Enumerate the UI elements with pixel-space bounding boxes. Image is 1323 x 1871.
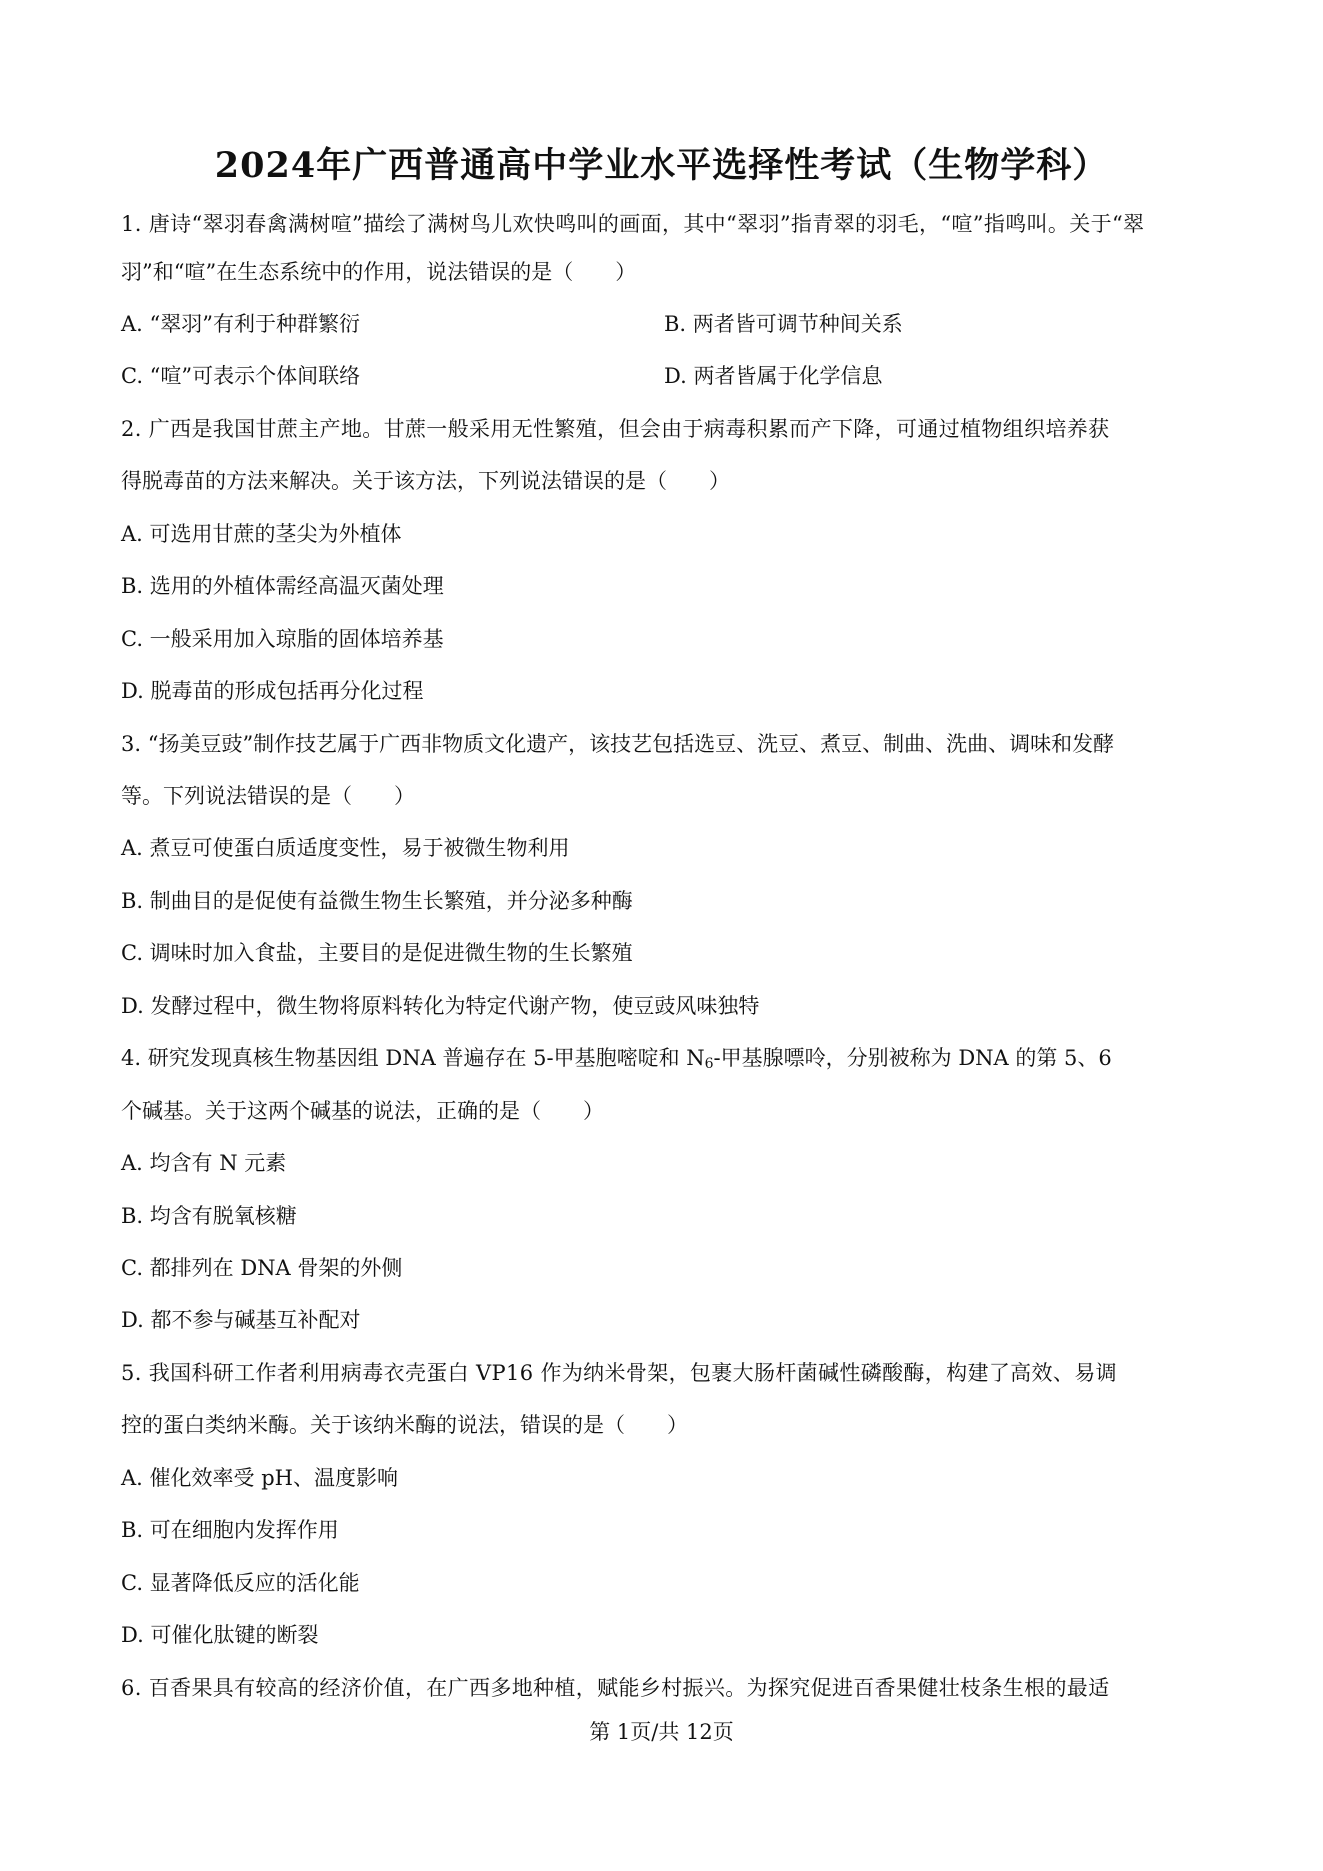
question-1-stem-line-1: 1. 唐诗“翠羽春禽满树喧”描绘了满树鸟儿欢快鸣叫的画面，其中“翠羽”指青翠的羽毛，“喧”指鸣叫。关于“翠 xyxy=(121,212,1145,236)
question-4-option-d: D. 都不参与碱基互补配对 xyxy=(121,1308,361,1332)
question-4-stem-line-2: 个碱基。关于这两个碱基的说法，正确的是（ ） xyxy=(121,1099,604,1123)
question-2-stem-line-1: 2. 广西是我国甘蔗主产地。甘蔗一般采用无性繁殖，但会由于病毒积累而产下降，可通过植物组织培养获 xyxy=(121,417,1110,441)
question-1-stem-line-2: 羽”和“喧”在生态系统中的作用，说法错误的是（ ） xyxy=(121,260,637,284)
question-3-stem-line-1: 3. “扬美豆豉”制作技艺属于广西非物质文化遗产，该技艺包括选豆、洗豆、煮豆、制曲、洗曲、调味和发酵 xyxy=(121,732,1115,756)
page-footer: 第 1页/共 12页 xyxy=(589,1720,734,1744)
question-5-option-a: A. 催化效率受 pH、温度影响 xyxy=(121,1466,398,1490)
question-4-stem-line-1-part-a: 4. 研究发现真核生物基因组 DNA 普遍存在 5-甲基胞嘧啶和 N xyxy=(121,1046,705,1070)
question-4-option-c: C. 都排列在 DNA 骨架的外侧 xyxy=(121,1256,403,1280)
question-5-option-c: C. 显著降低反应的活化能 xyxy=(121,1571,360,1595)
question-4-stem-line-1 xyxy=(121,1044,1112,1072)
question-3-option-c: C. 调味时加入食盐，主要目的是促进微生物的生长繁殖 xyxy=(121,941,633,965)
question-4-option-b: B. 均含有脱氧核糖 xyxy=(121,1204,297,1228)
question-1-option-a: A. “翠羽”有利于种群繁衍 xyxy=(121,312,360,336)
question-5-option-d: D. 可催化肽键的断裂 xyxy=(121,1623,319,1647)
question-4-option-a: A. 均含有 N 元素 xyxy=(121,1151,287,1175)
question-1-option-c: C. “喧”可表示个体间联络 xyxy=(121,364,361,388)
question-2-option-d: D. 脱毒苗的形成包括再分化过程 xyxy=(121,679,424,703)
question-2-option-c: C. 一般采用加入琼脂的固体培养基 xyxy=(121,627,444,651)
question-3-stem-line-2: 等。下列说法错误的是（ ） xyxy=(121,784,415,808)
question-4-subscript: 6 xyxy=(704,1056,714,1072)
question-5-option-b: B. 可在细胞内发挥作用 xyxy=(121,1518,339,1542)
question-2-option-a: A. 可选用甘蔗的茎尖为外植体 xyxy=(121,522,402,546)
question-1-option-b: B. 两者皆可调节种间关系 xyxy=(664,312,903,336)
question-4-stem-line-1-part-b: -甲基腺嘌呤，分别被称为 DNA 的第 5、6 xyxy=(713,1046,1112,1070)
question-6-stem-line-1: 6. 百香果具有较高的经济价值，在广西多地种植，赋能乡村振兴。为探究促进百香果健壮枝条生根的最适 xyxy=(121,1676,1110,1700)
question-1-option-d: D. 两者皆属于化学信息 xyxy=(664,364,883,388)
page-title: 2024年广西普通高中学业水平选择性考试（生物学科） xyxy=(214,145,1109,186)
question-2-stem-line-2: 得脱毒苗的方法来解决。关于该方法，下列说法错误的是（ ） xyxy=(121,469,730,493)
question-3-option-d: D. 发酵过程中，微生物将原料转化为特定代谢产物，使豆豉风味独特 xyxy=(121,994,760,1018)
question-3-option-b: B. 制曲目的是促使有益微生物生长繁殖，并分泌多种酶 xyxy=(121,889,633,913)
question-5-stem-line-2: 控的蛋白类纳米酶。关于该纳米酶的说法，错误的是（ ） xyxy=(121,1413,688,1437)
question-2-option-b: B. 选用的外植体需经高温灭菌处理 xyxy=(121,574,444,598)
question-3-option-a: A. 煮豆可使蛋白质适度变性，易于被微生物利用 xyxy=(121,836,570,860)
question-5-stem-line-1: 5. 我国科研工作者利用病毒衣壳蛋白 VP16 作为纳米骨架，包裹大肠杆菌碱性磷酸酶，构建了高效、易调 xyxy=(121,1361,1117,1385)
